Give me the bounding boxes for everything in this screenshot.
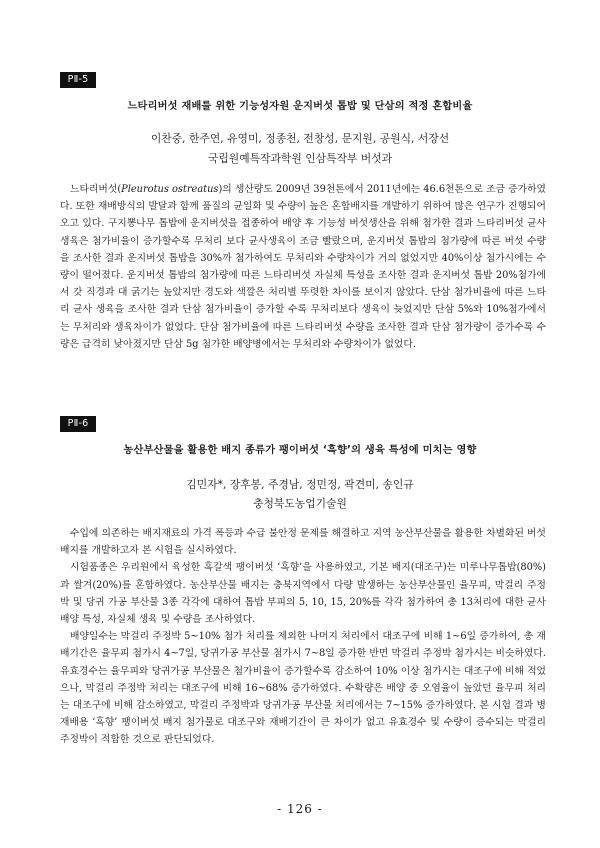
paragraph bbox=[60, 181, 546, 353]
paragraph: 배양일수는 막걸리 주정박 5~10% 첨가 처리를 제외한 나머지 처리에서 대조구에 비해 1~6일 증가하여, 총 재배기간은 율무피 첨가시 4~7일, 당귀가공 부산물 첨가시 7~8일 증가한 반면 막걸리 주정박 첨가시는 비슷하였다. 유효경수는 율무피와 당귀가공 부산물은 첨가비율이 증가할수록 감소하여 10% 이상 첨가시는 대조구에 비해 적었으나, 막걸리 주정박 처리는 대조구에 비해 16~68% 증가하였다. 수확량은 배양 중 오염율이 높았던 율무피 처리는 대조구에 비해 감소하였고, 막걸리 주정박과 당귀가공 부산물 처리에서는 7~15% 증가하였다. 본 시험 결과 병재배용 ‘흑향’ 팽이버섯 배지 첨가물로 대조구와 재배기간이 큰 차이가 없고 유효경수 및 수량이 증수되는 막걸리 주정박이 적합한 것으로 판단되었다. bbox=[60, 631, 546, 746]
section-tag: PⅡ-5 bbox=[60, 72, 96, 88]
affiliation: 충청북도농업기술원 bbox=[253, 497, 347, 510]
paragraph-text: 느타리버섯( bbox=[70, 184, 122, 195]
page-number: - 126 - bbox=[277, 802, 323, 816]
authors: 이찬중, 한주연, 유영미, 정종천, 전창성, 문지원, 공원식, 서장선 bbox=[150, 132, 450, 145]
section-title: 느타리버섯 재배를 위한 기능성자원 운지버섯 톱밥 및 단삼의 적정 혼합비율 bbox=[127, 101, 473, 112]
paragraph-text: )의 생산량도 2009년 39천톤에서 2011년에는 46.6천톤으로 조금 증가하였다. 또한 재배방식의 발달과 함께 품질의 균일화 및 수량이 높은 혼합배지를 개발하기 위하여 많은 연구가 진행되어 오고 있다. 구지뽕나무 톱밥에 운지버섯을 접종하여 배양 후 기능성 버섯생산을 위해 첨가한 결과 느타리버섯 균사 생육은 첨가비율이 증가할수록 무처리 보다 균사생육이 조금 빨랐으며, 운지버섯 톱밥의 첨가량에 따른 버섯 수량을 조사한 결과 운지버섯 톱밥을 30%까 첨가하여도 무처리와 수량차이가 거의 없었지만 40%이상 첨가시에는 수량이 떨어졌다. 운지버섯 톱밥의 첨가량에 따른 느타리버섯 자실체 특성을 조사한 결과 운지버섯 톱밥 20%첨가에서 갓 직경과 대 굵기는 높았지만 경도와 색깔은 처리별 뚜렷한 차이를 보이지 않았다. 단삼 첨가비율에 따른 느타리 균사 생육을 조사한 결과 단삼 첨가비율이 증가할 수록 무처리보다 생육이 늦었지만 단삼 5%와 10%첨가에서는 무처리와 생육차이가 없었다. 단삼 첨가비율에 따른 느타리버섯 수량을 조사한 결과 단삼 첨가량이 증가수록 수량은 급격히 낮아졌지만 단삼 5g 첨가한 배양병에서는 무처리와 수량차이가 없었다. bbox=[60, 184, 546, 350]
section-title: 농산부산물을 활용한 배지 종류가 팽이버섯 ‘흑향’의 생육 특성에 미치는 영향 bbox=[123, 445, 477, 456]
affiliation: 국립원예특작과학원 인삼특작부 버섯과 bbox=[207, 152, 393, 165]
paragraph: 시험품종은 우리원에서 육성한 흑갈색 팽이버섯 ‘흑향’을 사용하였고, 기본 배지(대조구)는 미루나무톱밥(80%)과 쌀겨(20%)를 혼합하였다. 농산부산물 배지는 충북지역에서 다량 발생하는 농산부산물인 율무피, 막걸리 주정박 및 당귀 가공 부산물 3종 각각에 대하여 톱밥 부피의 5, 10, 15, 20%를 각각 첨가하여 총 13처리에 대한 균사 배양 특성, 자실체 생육 및 수량을 조사하였다. bbox=[60, 562, 546, 626]
section-tag: PⅡ-6 bbox=[60, 416, 96, 432]
abstract-body bbox=[60, 525, 546, 749]
scientific-name: Pleurotus ostreatus bbox=[121, 184, 219, 195]
paragraph: 수입에 의존하는 배지재료의 가격 폭등과 수급 불안정 문제를 해결하고 지역 농산부산물을 활용한 차별화된 버섯 배지를 개발하고자 본 시험을 실시하였다. bbox=[60, 528, 546, 557]
abstract-body bbox=[60, 181, 546, 353]
authors: 김민자*, 장후봉, 주경남, 정민정, 곽견미, 송인규 bbox=[186, 478, 414, 491]
